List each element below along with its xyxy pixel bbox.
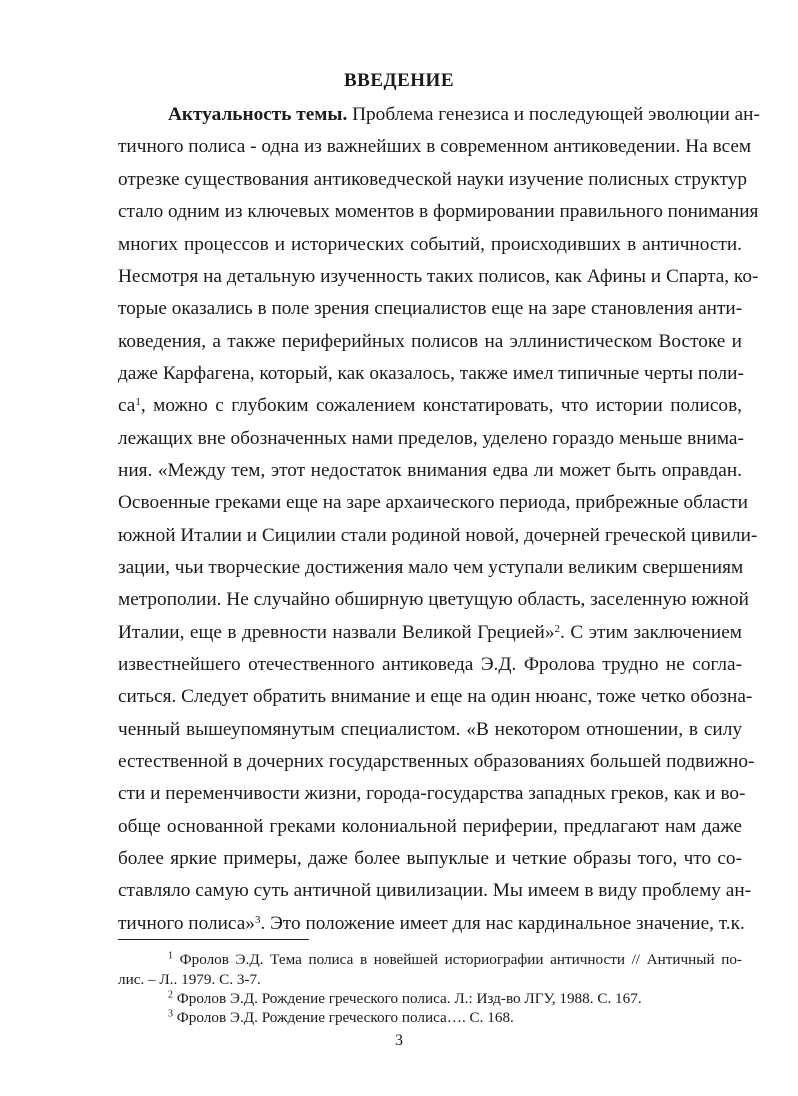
text-line: ставляло самую суть античной цивилизации. Мы имеем в виду проблему ан- <box>118 880 752 901</box>
text-line: отрезке существования антиковедческой науки изучение полисных структур <box>118 169 747 190</box>
text-line: даже Карфагена, который, как оказалось, также имел типичные черты поли- <box>118 363 744 384</box>
text-line <box>168 103 760 127</box>
footnote-text: Фролов Э.Д. Рождение греческого полиса…. С. 168. <box>173 1009 514 1026</box>
text-line: коведения, а также периферийных полисов на эллинистическом Востоке и <box>118 331 742 352</box>
text-line <box>118 621 742 645</box>
footnote-divider <box>118 939 309 940</box>
text-span: , можно с глубоким сожалением констатировать, что истории полисов, <box>140 395 742 416</box>
lead-text: Проблема генезиса и последующей эволюции ан- <box>347 104 760 125</box>
text-line: зации, чьи творческие достижения мало чем уступали великим свершениям <box>118 557 744 578</box>
text-line: лежащих вне обозначенных нами пределов, уделено гораздо меньше внима- <box>118 428 744 449</box>
footnote-text: Фролов Э.Д. Тема полиса в новейшей историографии античности // Античный по- <box>173 951 742 968</box>
footnote-1-continued: лис. – Л.. 1979. С. 3-7. <box>118 971 261 988</box>
text-line: Несмотря на детальную изученность таких полисов, как Афины и Спарта, ко- <box>118 266 759 287</box>
footnote-2 <box>168 989 642 1008</box>
text-span: . Это положение имеет для нас кардинальное значение, т.к. <box>260 913 745 934</box>
footnote-ref: 2 <box>554 622 560 635</box>
text-line: естественной в дочерних государственных образованиях большей подвижно- <box>118 751 755 772</box>
footnote-number: 1 <box>168 950 173 962</box>
text-line: тичного полиса - одна из важнейших в современном антиковедении. На всем <box>118 136 752 157</box>
text-line: метрополии. Не случайно обширную цветущую область, заселенную южной <box>118 589 749 610</box>
footnote-ref: 3 <box>254 913 261 926</box>
text-span: са <box>118 395 136 416</box>
footnote-text: Фролов Э.Д. Рождение греческого полиса. Л.: Изд-во ЛГУ, 1988. С. 167. <box>173 990 642 1007</box>
text-line: обще основанной греками колониальной периферии, предлагают нам даже <box>118 816 742 837</box>
text-line: известнейшего отечественного антиковеда Э.Д. Фролова трудно не согла- <box>118 654 742 675</box>
text-span: . С этим заключением <box>560 622 742 643</box>
text-line: стало одним из ключевых моментов в формировании правильного понимания <box>118 201 759 222</box>
lead-bold-text: Актуальность темы. <box>168 104 348 125</box>
text-line: ченный вышеупомянутым специалистом. «В некотором отношении, в силу <box>118 719 742 740</box>
page-number: 3 <box>395 1032 403 1049</box>
text-line: торые оказались в поле зрения специалистов еще на заре становления анти- <box>118 298 743 319</box>
footnote-number: 3 <box>168 1008 173 1020</box>
footnote-number: 2 <box>168 989 173 1001</box>
text-line <box>118 912 745 936</box>
text-line <box>118 394 742 418</box>
text-line: сти и переменчивости жизни, города-государства западных греков, как и во- <box>118 783 746 804</box>
text-line: многих процессов и исторических событий, происходивших в античности. <box>118 234 742 255</box>
text-line: ния. «Между тем, этот недостаток внимания едва ли может быть оправдан. <box>118 460 742 481</box>
text-span: Италии, еще в древности назвали Великой Грецией» <box>118 622 555 643</box>
footnote-ref: 1 <box>135 395 141 408</box>
page-title: ВВЕДЕНИЕ <box>344 70 454 91</box>
footnote-1 <box>168 950 742 969</box>
footnote-3 <box>168 1008 514 1027</box>
text-line: более яркие примеры, даже более выпуклые и четкие образы того, что со- <box>118 848 742 869</box>
text-line: Освоенные греками еще на заре архаического периода, прибрежные области <box>118 492 748 513</box>
text-span: тичного полиса» <box>118 913 255 934</box>
text-line: южной Италии и Сицилии стали родиной новой, дочерней греческой цивили- <box>118 525 758 546</box>
text-line: ситься. Следует обратить внимание и еще на один нюанс, тоже четко обозна- <box>118 686 753 707</box>
